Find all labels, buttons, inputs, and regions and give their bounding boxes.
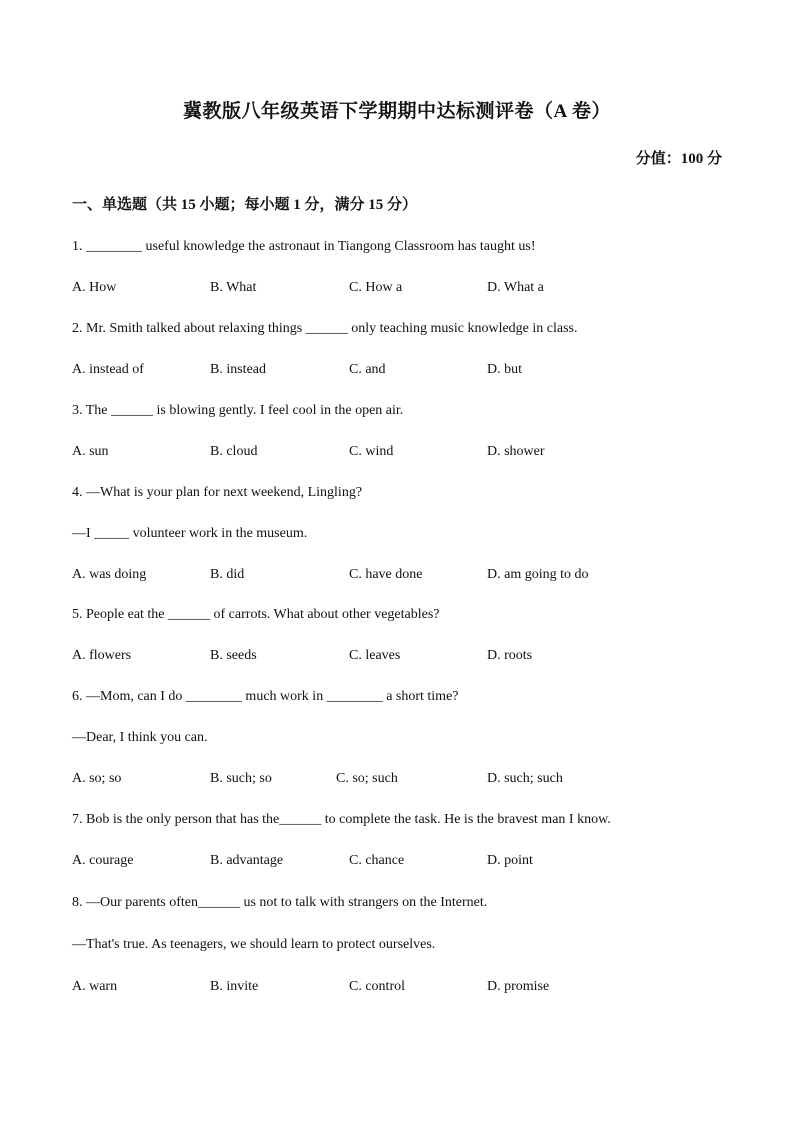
question-3-option-c: C. wind	[349, 444, 394, 459]
question-4-reply: —I _____ volunteer work in the museum.	[72, 526, 308, 541]
question-2-option-d: D. but	[487, 362, 522, 377]
question-2-option-b: B. instead	[210, 362, 266, 377]
question-4-option-a: A. was doing	[72, 567, 147, 582]
score-label: 分值：100 分	[635, 151, 722, 167]
question-5-option-b: B. seeds	[210, 648, 257, 663]
question-4-option-d: D. am going to do	[487, 567, 589, 582]
question-6-stem: 6. —Mom, can I do ________ much work in ________ a short time?	[72, 689, 459, 704]
question-8-option-c: C. control	[349, 979, 405, 994]
question-7-option-c: C. chance	[349, 853, 405, 868]
question-3-option-b: B. cloud	[210, 444, 258, 459]
question-1-option-a: A. How	[72, 280, 117, 295]
question-2-option-c: C. and	[349, 362, 386, 377]
question-3-option-d: D. shower	[487, 444, 545, 459]
question-6-option-a: A. so; so	[72, 771, 122, 786]
question-1-stem: 1. ________ useful knowledge the astronaut in Tiangong Classroom has taught us!	[72, 239, 536, 254]
question-4-stem: 4. —What is your plan for next weekend, Lingling?	[72, 485, 363, 500]
question-7-option-b: B. advantage	[210, 853, 284, 868]
question-6-reply: —Dear, I think you can.	[72, 730, 208, 745]
question-6-option-c: C. so; such	[336, 771, 398, 786]
question-2-stem: 2. Mr. Smith talked about relaxing things ______ only teaching music knowledge in class.	[72, 321, 578, 336]
question-2-option-a: A. instead of	[72, 362, 144, 377]
question-8-option-d: D. promise	[487, 979, 550, 994]
question-4-option-c: C. have done	[349, 567, 423, 582]
question-3-option-a: A. sun	[72, 444, 109, 459]
question-3-stem: 3. The ______ is blowing gently. I feel cool in the open air.	[72, 403, 404, 418]
question-6-option-b: B. such; so	[210, 771, 272, 786]
question-1-option-d: D. What a	[487, 280, 544, 295]
question-1-option-c: C. How a	[349, 280, 403, 295]
question-7-stem: 7. Bob is the only person that has the______ to complete the task. He is the bravest man I know.	[72, 812, 611, 827]
question-5-stem: 5. People eat the ______ of carrots. What about other vegetables?	[72, 607, 440, 622]
question-8-stem: 8. —Our parents often______ us not to talk with strangers on the Internet.	[72, 895, 488, 910]
question-6-option-d: D. such; such	[487, 771, 563, 786]
question-5-option-d: D. roots	[487, 648, 533, 663]
section-heading: 一、单选题（共 15 小题；每小题 1 分，满分 15 分）	[72, 197, 418, 213]
question-1-option-b: B. What	[210, 280, 257, 295]
question-8-option-b: B. invite	[210, 979, 259, 994]
question-5-option-a: A. flowers	[72, 648, 132, 663]
question-8-reply: —That's true. As teenagers, we should learn to protect ourselves.	[72, 937, 436, 952]
question-5-option-c: C. leaves	[349, 648, 401, 663]
question-7-option-d: D. point	[487, 853, 533, 868]
page-title: 冀教版八年级英语下学期期中达标测评卷（A 卷）	[183, 101, 611, 122]
question-7-option-a: A. courage	[72, 853, 134, 868]
question-8-option-a: A. warn	[72, 979, 118, 994]
question-4-option-b: B. did	[210, 567, 245, 582]
